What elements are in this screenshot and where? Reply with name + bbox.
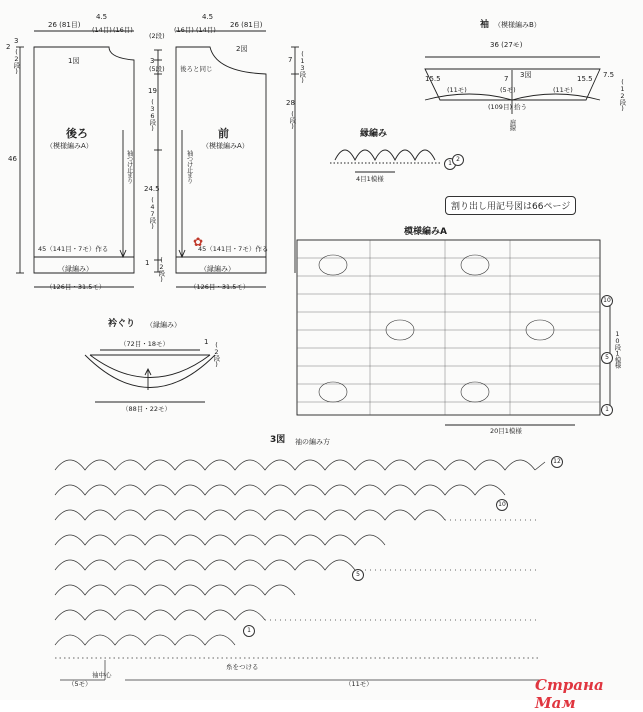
sleeve-chart-fig: 3図: [270, 435, 286, 445]
sleeve-fig-label: 3図: [520, 71, 532, 79]
back-neck-stitches-a: (14目): [92, 26, 112, 34]
center-3: 3: [150, 57, 155, 65]
sleeve-center: 袖中心: [92, 671, 112, 679]
sleeve-height-75: 7.5: [603, 71, 615, 79]
sleeve-shoulder-line: 肩線: [508, 119, 517, 130]
collar-side-rows: (2段): [212, 341, 221, 368]
back-left-rows: (2段): [12, 48, 21, 75]
back-panel-outline: [34, 47, 134, 273]
back-base-chain: 45（141目・7モ）作る: [38, 245, 109, 253]
sleeve-row-12: 12: [551, 456, 563, 468]
front-pattern: （模様編みA）: [202, 142, 249, 150]
back-pattern: （模様編みA）: [46, 142, 93, 150]
back-left-2: 2: [6, 43, 11, 51]
center-3-rows: (5段): [149, 65, 165, 73]
collar-top-width: （72目・18モ）: [120, 340, 170, 348]
pattern-a-title: 模様編みA: [404, 227, 447, 237]
center-top-rows: (2段): [149, 32, 165, 40]
edge-row-1: 1: [444, 158, 456, 170]
front-arm-stop: 袖つけ止まり: [185, 150, 194, 183]
sleeve-left-motifs-count: （5モ）: [68, 680, 92, 688]
center-1: 1: [145, 259, 150, 267]
pattern-a-chart: [297, 240, 600, 415]
back-left-3: 3: [14, 37, 19, 45]
front-shoulder-width: 26 (81目): [230, 21, 263, 29]
edge-row-2: 2: [452, 154, 464, 166]
sleeve-width: 36 (27モ): [490, 41, 523, 49]
edge-title: 縁編み: [360, 129, 388, 139]
back-border: （縁編み）: [58, 265, 93, 273]
sleeve-right-motifs-count: （11モ）: [345, 680, 373, 688]
front-base-chain: 45（141目・7モ）作る: [198, 245, 269, 253]
back-neck-stitches-b: (16目): [113, 26, 133, 34]
sleeve-right-motifs: (11モ): [553, 86, 573, 94]
sleeve-title: 袖: [480, 20, 490, 30]
back-bottom-width: （126目・31.5モ）: [46, 283, 106, 291]
center-245: 24.5: [144, 185, 160, 193]
sleeve-pattern: （模様編みB）: [494, 21, 541, 29]
sleeve-row-10: 10: [496, 499, 508, 511]
front-right-7: 7: [288, 56, 293, 64]
back-neck-width: 4.5: [96, 13, 108, 21]
back-title: 後ろ: [66, 127, 88, 140]
sleeve-left-motifs: (11モ): [447, 86, 467, 94]
pattern-a-repeat-height: 10段1模様: [613, 330, 622, 368]
sleeve-left-155: 15.5: [425, 75, 441, 83]
front-fig-label: 2図: [236, 45, 248, 53]
sleeve-right-155: 15.5: [577, 75, 593, 83]
front-neck-stitches-a: (16目): [174, 26, 194, 34]
center-36-rows: (36段): [148, 98, 157, 132]
edge-repeat: 4目1模様: [356, 175, 384, 183]
back-shoulder-width: 26 (81目): [48, 21, 81, 29]
sleeve-center-motifs: (5モ): [500, 86, 516, 94]
sleeve-chart: [55, 460, 545, 680]
collar-pattern: （縁編み）: [146, 321, 181, 329]
center-47-rows: (47段): [148, 196, 157, 230]
front-same-as-back: 後ろと同じ: [180, 65, 213, 73]
front-title: 前: [218, 127, 229, 140]
sleeve-row-5: 5: [352, 569, 364, 581]
pattern-a-repeat-width: 20目1模様: [490, 427, 522, 435]
front-neck-width: 4.5: [202, 13, 214, 21]
sleeve-rows: (12段): [618, 78, 627, 112]
center-1-rows: (2段): [157, 256, 166, 283]
reference-note: 割り出し用記号図は66ページ: [445, 196, 576, 215]
collar-side: 1: [204, 338, 209, 346]
sleeve-pick-up: (109目) 拾う: [488, 103, 528, 111]
start-marker-icon: ✿: [193, 235, 204, 249]
pattern-a-row-5: 5: [601, 352, 613, 364]
collar-title: 衿ぐり: [108, 319, 136, 329]
sleeve-row-1: 1: [243, 625, 255, 637]
pattern-a-row-10: 10: [601, 295, 613, 307]
front-neck-stitches-b: (14目): [196, 26, 216, 34]
front-right-13-rows: (13段): [298, 50, 307, 84]
pattern-a-row-1: 1: [601, 404, 613, 416]
back-fig-label: 1図: [68, 57, 80, 65]
collar-bottom-width: （88目・22モ）: [122, 405, 172, 413]
center-19: 19: [148, 87, 157, 95]
sleeve-center-7: 7: [504, 75, 509, 83]
front-border: （縁編み）: [200, 265, 235, 273]
front-right-28: 28: [286, 99, 295, 107]
sleeve-chart-title: 袖の編み方: [295, 438, 330, 446]
watermark-logo: Страна Мам: [535, 676, 604, 712]
back-height: 46: [8, 155, 17, 163]
sleeve-join-yarn: 糸をつける: [226, 663, 259, 671]
front-right-28-rows: (段): [288, 110, 297, 130]
back-arm-stop: 袖つけ止まり: [125, 150, 134, 183]
front-bottom-width: （126目・31.5モ）: [190, 283, 250, 291]
